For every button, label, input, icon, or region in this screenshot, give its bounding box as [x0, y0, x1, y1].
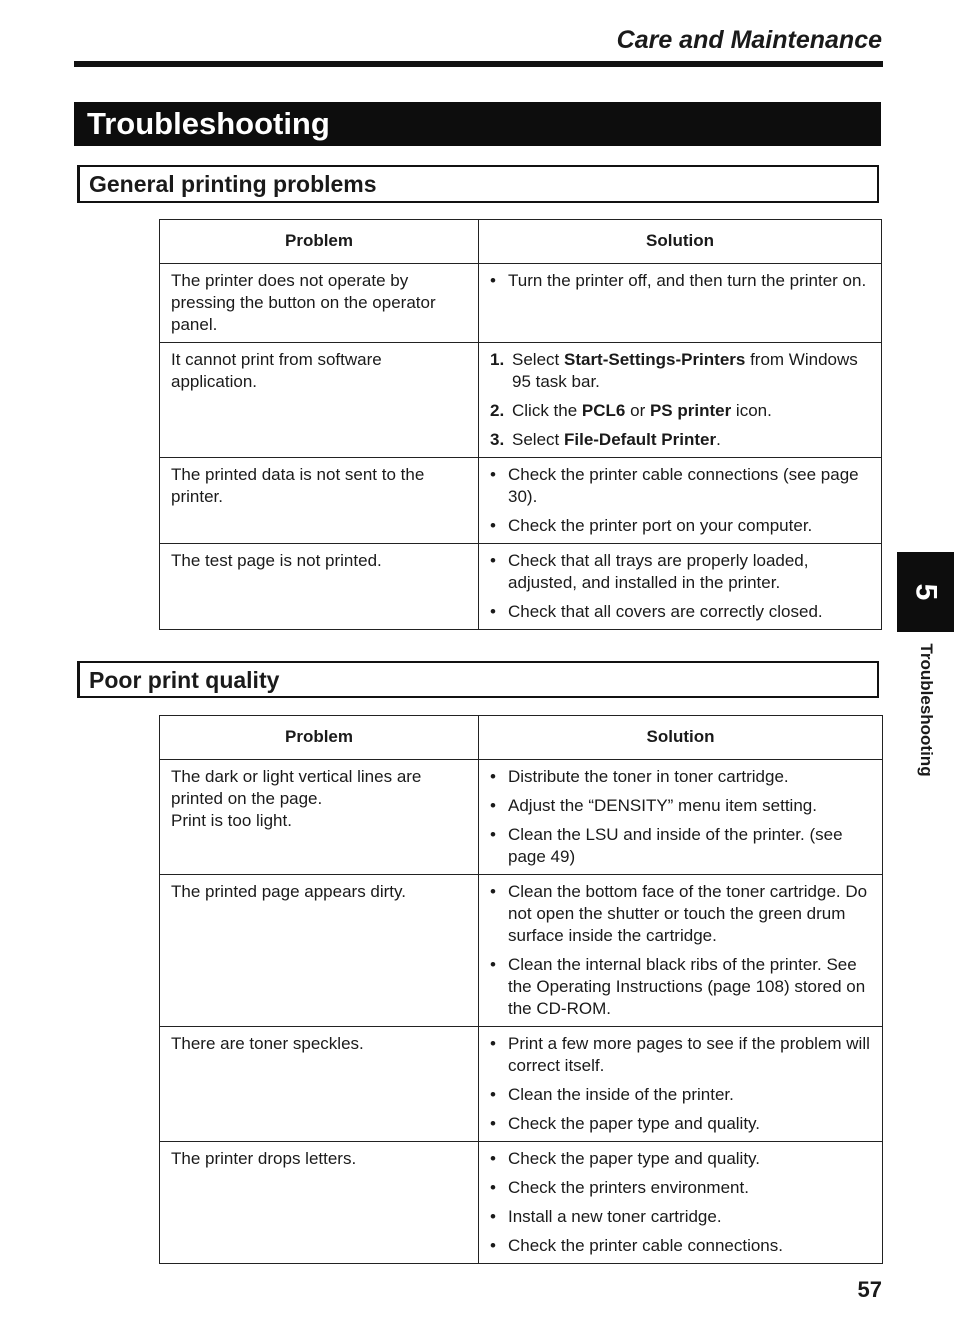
solution-text: Check the printer cable connections. — [508, 1236, 783, 1255]
solution-cell — [479, 343, 882, 458]
solution-cell — [479, 544, 882, 630]
solution-cell — [479, 1027, 883, 1142]
solution-item — [488, 1113, 872, 1135]
solution-item — [488, 954, 872, 1020]
solution-text: Install a new toner cartridge. — [508, 1207, 722, 1226]
solution-text: Check the printer port on your computer. — [508, 516, 813, 535]
table-row — [160, 875, 883, 1027]
print-quality-table — [159, 715, 883, 1264]
solution-text: Check the printers environment. — [508, 1178, 749, 1197]
table-row — [160, 760, 883, 875]
solution-text: . — [716, 430, 721, 449]
solution-item — [488, 515, 871, 537]
bullet-list — [488, 881, 872, 1020]
column-header-solution: Solution — [479, 716, 883, 760]
solution-cell — [479, 458, 882, 544]
solution-text: from Windows 95 task bar. — [512, 350, 858, 391]
solution-item — [488, 881, 872, 947]
step-number: 3. — [490, 430, 505, 449]
problem-text: The printed page appears dirty. — [171, 882, 406, 901]
problem-text: Print is too light. — [171, 811, 292, 830]
table-header-row — [160, 220, 882, 264]
table-row — [160, 1142, 883, 1264]
solution-cell — [479, 264, 882, 343]
column-header-problem: Problem — [160, 716, 479, 760]
solution-text: or — [625, 401, 650, 420]
emphasized-text: PS printer — [649, 401, 732, 420]
solution-text: Select — [512, 350, 564, 369]
solution-text: Clean the internal black ribs of the printer. See the Operating Instructions (page 108) stored on the CD-ROM. — [508, 955, 866, 1018]
problem-text: The printer drops letters. — [171, 1149, 357, 1168]
problem-text: The test page is not printed. — [171, 551, 382, 570]
section-heading-general: General printing problems — [77, 165, 879, 203]
solution-text: Check the paper type and quality. — [508, 1114, 761, 1133]
table-body — [160, 760, 883, 1264]
solution-text: Check that all covers are correctly closed. — [508, 602, 823, 621]
bullet-list — [488, 766, 872, 868]
solution-text: Clean the inside of the printer. — [508, 1085, 734, 1104]
solution-item — [488, 429, 871, 451]
table-body — [160, 264, 882, 630]
solution-text: Turn the printer off, and then turn the printer on. — [508, 271, 867, 290]
solution-text: Check the paper type and quality. — [508, 1149, 761, 1168]
page-number: 57 — [857, 1277, 882, 1302]
bullet-list — [488, 270, 871, 292]
general-problems-table — [159, 219, 882, 630]
solution-item — [488, 766, 872, 788]
bullet-list — [488, 464, 871, 537]
page-title: Troubleshooting — [74, 102, 881, 146]
bullet-list — [488, 1033, 872, 1135]
solution-text: Adjust the “DENSITY” menu item setting. — [508, 796, 817, 815]
problem-text: The printer does not operate by pressing the button on the operator panel. — [171, 271, 436, 334]
solution-item — [488, 1084, 872, 1106]
bullet-list — [488, 550, 871, 623]
column-header-solution: Solution — [479, 220, 882, 264]
step-number: 1. — [490, 350, 505, 369]
problem-cell — [160, 875, 479, 1027]
solution-item — [488, 1206, 872, 1228]
emphasized-text: PCL6 — [581, 401, 626, 420]
solution-item — [488, 1177, 872, 1199]
solution-item — [488, 1033, 872, 1077]
problem-text: There are toner speckles. — [171, 1034, 364, 1053]
numbered-list — [488, 349, 871, 451]
solution-item — [488, 464, 871, 508]
solution-cell — [479, 1142, 883, 1264]
solution-text: Clean the LSU and inside of the printer. (see page 49) — [508, 825, 843, 866]
problem-cell — [160, 544, 479, 630]
problem-cell — [160, 1142, 479, 1264]
section-heading-quality: Poor print quality — [77, 661, 879, 698]
table-row — [160, 343, 882, 458]
problem-cell — [160, 1027, 479, 1142]
problem-cell — [160, 458, 479, 544]
problem-text: It cannot print from software application. — [171, 350, 382, 391]
solution-item — [488, 349, 871, 393]
table-header-row — [160, 716, 883, 760]
solution-text: Clean the bottom face of the toner cartridge. Do not open the shutter or touch the green drum surface inside the cartridge. — [508, 882, 868, 945]
solution-item — [488, 550, 871, 594]
solution-item — [488, 601, 871, 623]
solution-item — [488, 795, 872, 817]
solution-text: Check the printer cable connections (see page 30). — [508, 465, 859, 506]
step-number: 2. — [490, 401, 505, 420]
table-row — [160, 1027, 883, 1142]
solution-text: Print a few more pages to see if the problem will correct itself. — [508, 1034, 870, 1075]
solution-item — [488, 270, 871, 292]
table-row — [160, 544, 882, 630]
solution-text: Click the — [512, 401, 582, 420]
problem-cell — [160, 264, 479, 343]
chapter-header: Care and Maintenance — [616, 26, 882, 54]
table-row — [160, 264, 882, 343]
bullet-list — [488, 1148, 872, 1257]
chapter-tab-number: 5 — [909, 583, 943, 601]
solution-item — [488, 824, 872, 868]
solution-item — [488, 1235, 872, 1257]
solution-item — [488, 1148, 872, 1170]
chapter-tab[interactable] — [897, 552, 954, 632]
column-header-problem: Problem — [160, 220, 479, 264]
solution-text: Distribute the toner in toner cartridge. — [508, 767, 789, 786]
header-rule — [74, 61, 883, 67]
problem-cell — [160, 760, 479, 875]
solution-text: icon. — [731, 401, 772, 420]
solution-cell — [479, 875, 883, 1027]
problem-text: The dark or light vertical lines are printed on the page. — [171, 767, 422, 808]
table-row — [160, 458, 882, 544]
solution-text: Check that all trays are properly loaded, adjusted, and installed in the printer. — [508, 551, 809, 592]
solution-item — [488, 400, 871, 422]
emphasized-text: Start-Settings-Printers — [563, 350, 746, 369]
problem-cell — [160, 343, 479, 458]
chapter-tab-label: Troubleshooting — [917, 643, 936, 777]
solution-text: Select — [512, 430, 564, 449]
solution-cell — [479, 760, 883, 875]
emphasized-text: File-Default Printer — [563, 430, 717, 449]
problem-text: The printed data is not sent to the printer. — [171, 465, 425, 506]
